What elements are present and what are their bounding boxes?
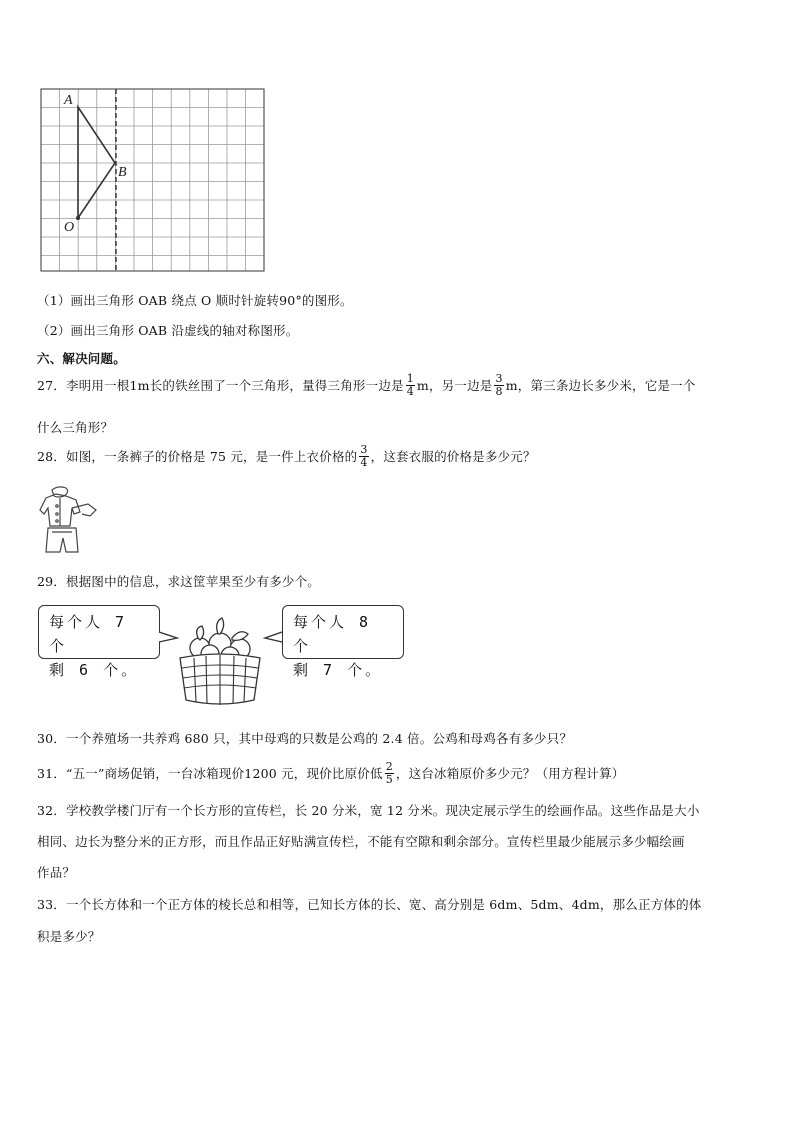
apple-basket-illustration [170, 614, 270, 712]
question-31: 31．“五一”商场促销，一台冰箱现价1200 元，现价比原价低 $\frac{2}{5}$ ，这台冰箱原价多少元？（用方程计算） [37, 760, 625, 786]
question-27-line2: 什么三角形？ [37, 420, 114, 435]
speech-bubble-right [282, 605, 404, 679]
grid-figure [38, 86, 268, 276]
speech-bubble-left [38, 605, 160, 679]
question-32-line3: 作品？ [37, 865, 76, 880]
bubble-right-line1: 每个人 8 个 [293, 613, 372, 655]
fraction-3-8: $\frac{3}{8}$ [495, 372, 503, 398]
fraction-2-5: $\frac{2}{5}$ [385, 760, 393, 786]
section6-sub2: （2）画出三角形 OAB 沿虚线的轴对称图形。 [37, 323, 299, 338]
bubble-right-line2: 剩 7 个。 [293, 661, 384, 679]
section-heading: 六、解决问题。 [37, 351, 126, 366]
label-b: B [118, 165, 127, 180]
question-33-line1: 33．一个长方体和一个正方体的棱长总和相等，已知长方体的长、宽、高分别是 6dm、5dm、4dm，那么正方体的体 [37, 897, 702, 912]
question-32-line1: 32．学校教学楼门厅有一个长方形的宣传栏，长 20 分米，宽 12 分米。现决定展示学生的绘画作品。这些作品是大小 [37, 803, 700, 818]
question-32-line2: 相同、边长为整分米的正方形，而且作品正好贴满宣传栏，不能有空隙和剩余部分。宣传栏里最少能展示多少幅绘画 [37, 834, 685, 849]
section6-sub1: （1）画出三角形 OAB 绕点 O 顺时针旋转90°的图形。 [37, 293, 353, 308]
label-o: O [64, 220, 75, 235]
question-30: 30．一个养殖场一共养鸡 680 只，其中母鸡的只数是公鸡的 2.4 倍。公鸡和母鸡各有多少只？ [37, 731, 573, 746]
question-28: 28．如图，一条裤子的价格是 75 元，是一件上衣价格的 $\frac{3}{4}$ ，这套衣服的价格是多少元？ [37, 443, 536, 469]
question-33-line2: 积是多少？ [37, 929, 101, 944]
question-29: 29．根据图中的信息，求这筐苹果至少有多少个。 [37, 574, 321, 589]
label-a: A [64, 93, 73, 108]
fraction-1-4: $\frac{1}{4}$ [406, 372, 414, 398]
grid-lines [41, 89, 264, 271]
clothes-illustration [36, 484, 100, 558]
fraction-3-4: $\frac{3}{4}$ [360, 443, 368, 469]
question-27: 27．李明用一根1m长的铁丝围了一个三角形，量得三角形一边是 $\frac{1}{4}$ m，另一边是 $\frac{3}{8}$ m，第三条边长多少米，它是一个 [37, 372, 696, 398]
bubble-left-line1: 每个人 7 个 [49, 613, 128, 655]
bubble-left-line2: 剩 6 个。 [49, 661, 140, 679]
